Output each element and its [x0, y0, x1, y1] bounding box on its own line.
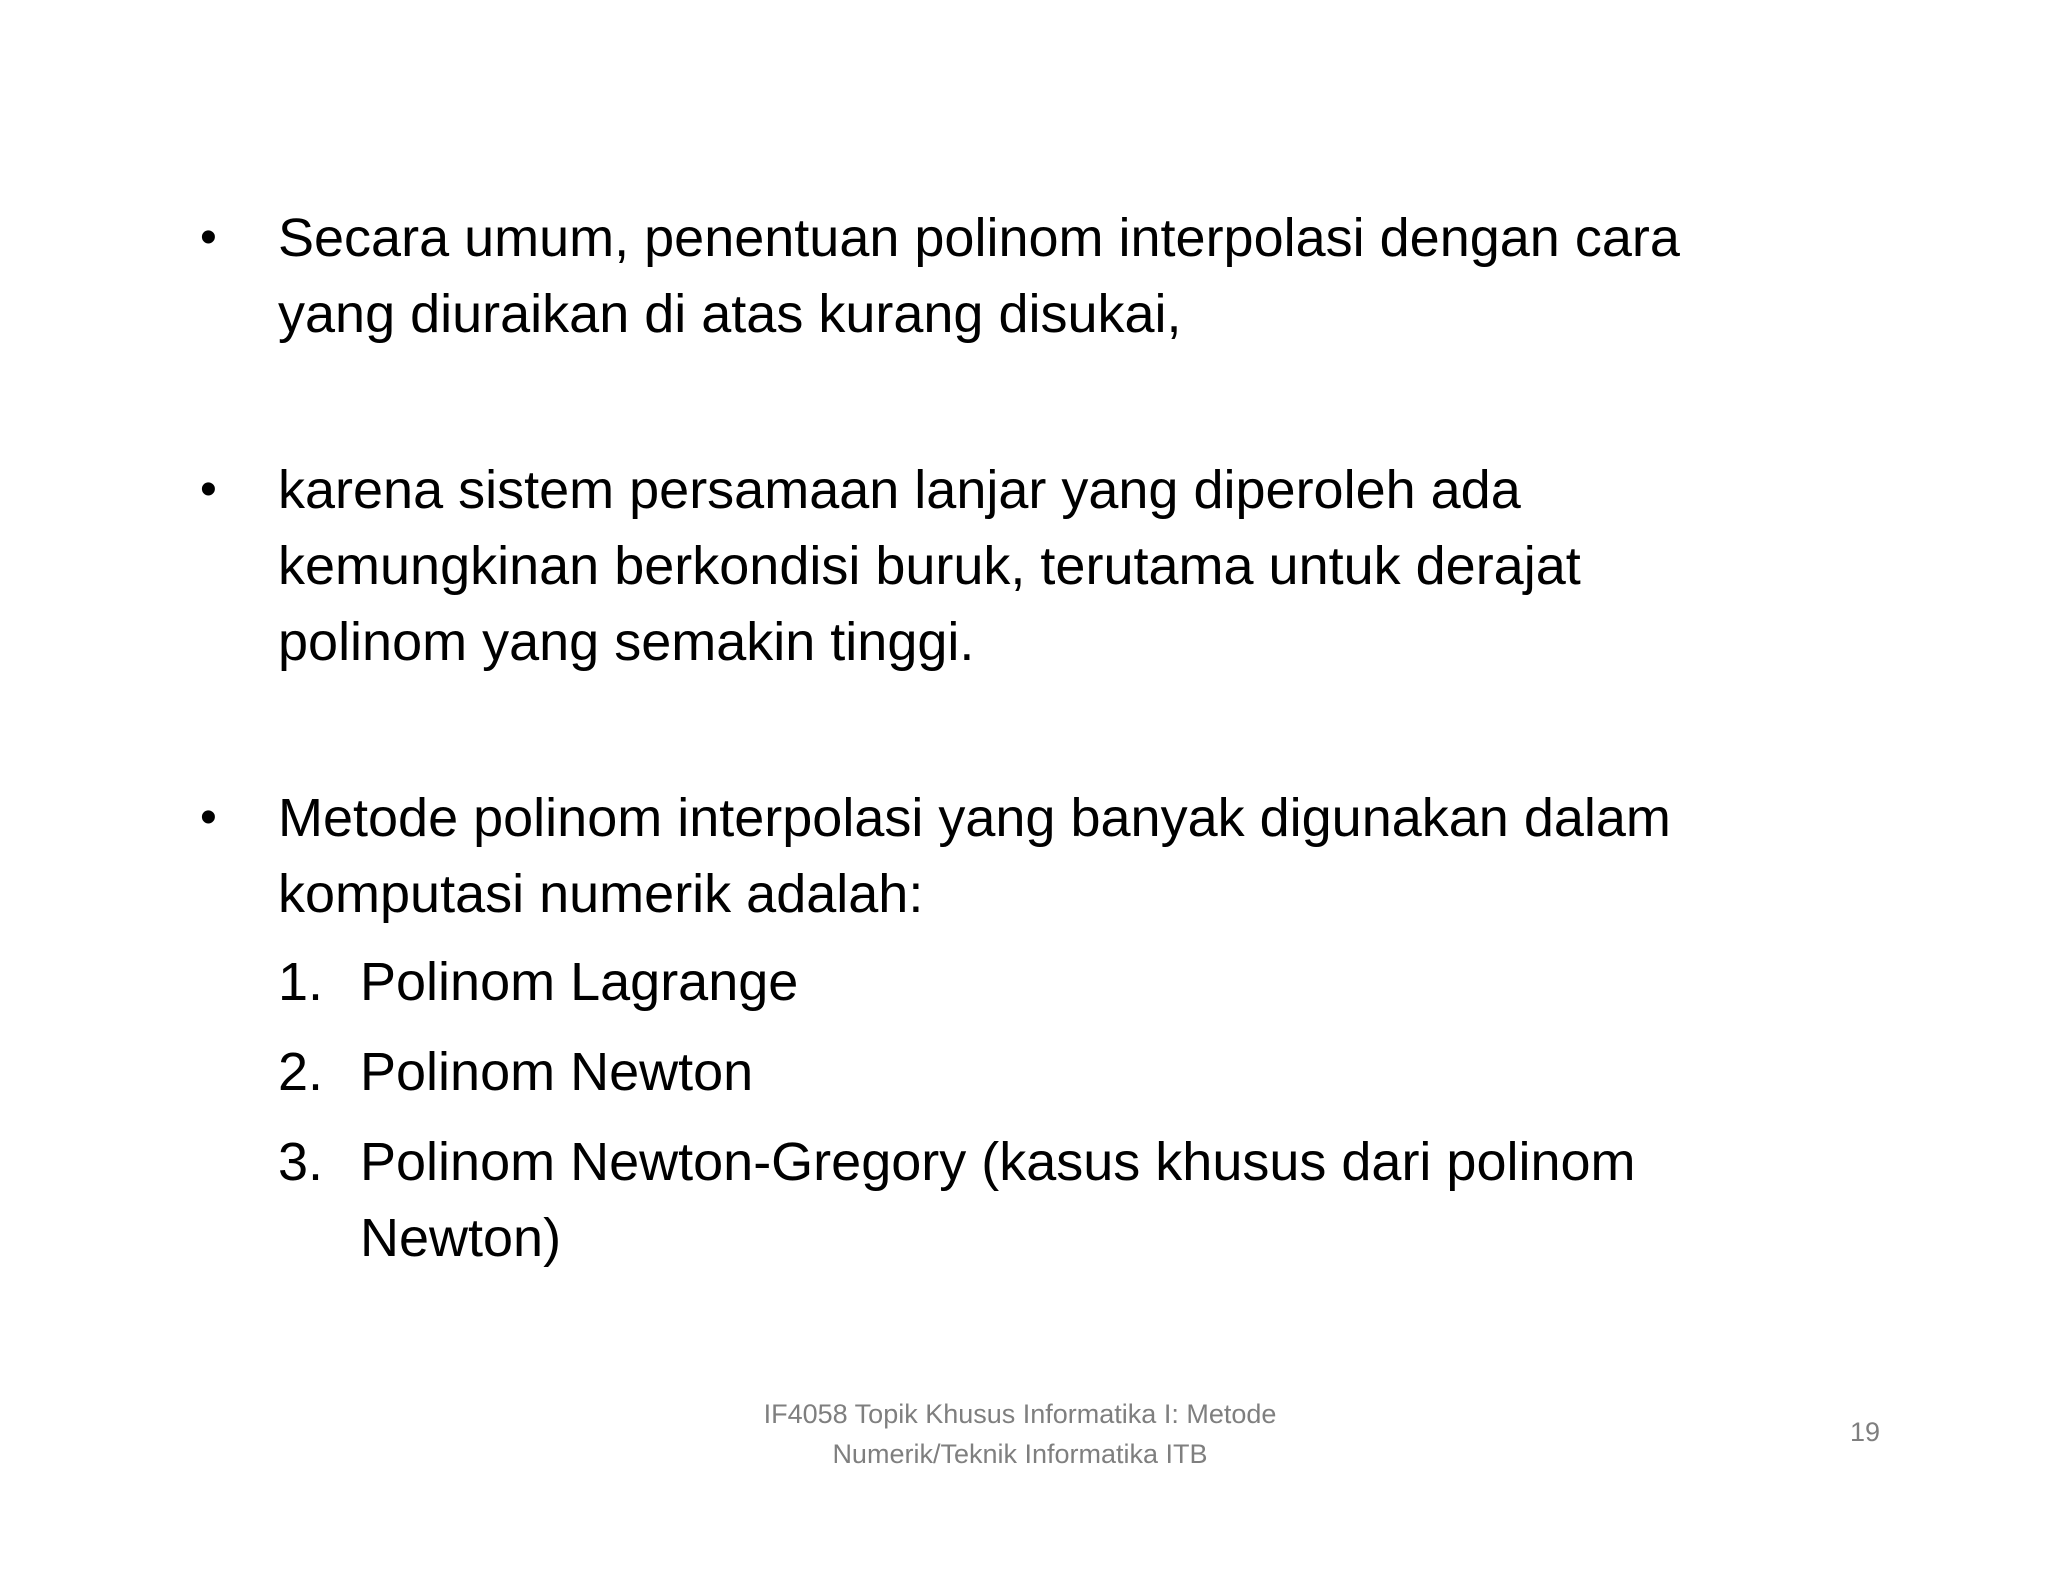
bullet-text: Metode polinom interpolasi yang banyak digunakan dalam komputasi numerik adalah:	[278, 788, 1671, 924]
method-text: Polinom Newton	[360, 1042, 754, 1102]
bullet-marker: •	[200, 791, 217, 844]
page-number: 19	[1849, 1417, 1880, 1447]
method-number: 1.	[278, 952, 324, 1012]
method-number: 2.	[278, 1042, 324, 1102]
bullet-marker: •	[200, 463, 217, 516]
footer-course: IF4058 Topik Khusus Informatika I: Metode Numerik/Teknik Informatika ITB	[763, 1399, 1277, 1469]
method-number: 3.	[278, 1132, 324, 1192]
bullet-text: karena sistem persamaan lanjar yang diperoleh ada kemungkinan berkondisi buruk, terutama untuk derajat polinom yang semakin tinggi.	[278, 460, 1581, 672]
method-text: Polinom Newton-Gregory (kasus khusus dari polinom Newton)	[360, 1132, 1636, 1268]
method-text: Polinom Lagrange	[360, 952, 799, 1012]
bullet-marker: •	[200, 211, 217, 264]
bullet-text: Secara umum, penentuan polinom interpolasi dengan cara yang diuraikan di atas kurang disukai,	[278, 208, 1680, 344]
